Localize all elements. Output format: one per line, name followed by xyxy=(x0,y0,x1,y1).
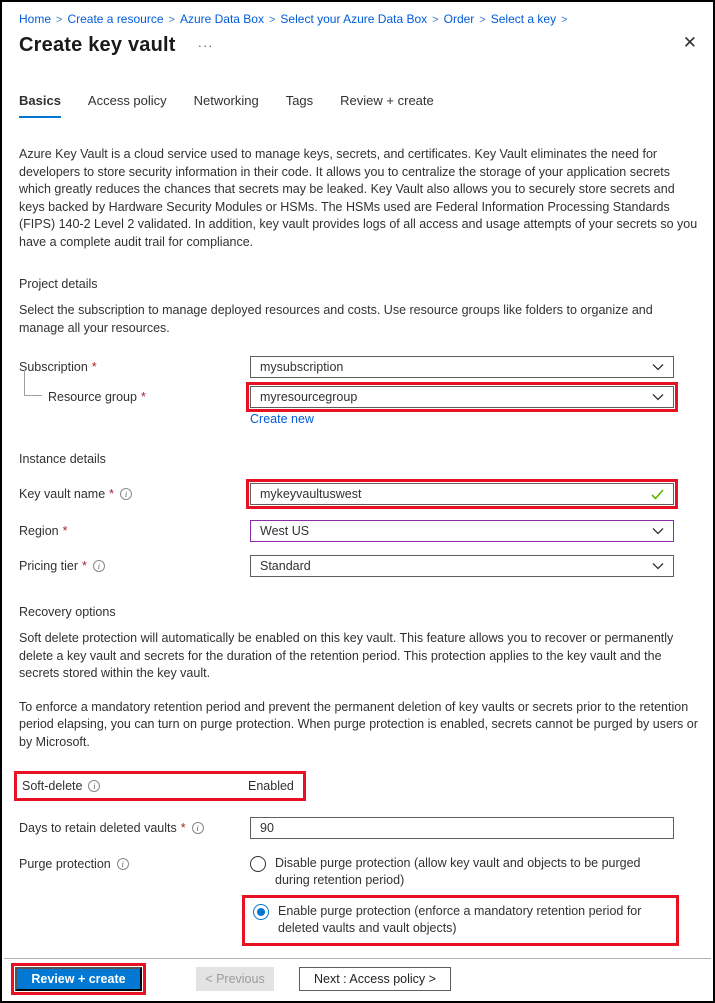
key-vault-name-highlight xyxy=(246,479,678,509)
required-asterisk: * xyxy=(140,390,146,404)
info-icon[interactable]: i xyxy=(93,560,105,572)
purge-protection-label: Purge protection xyxy=(19,857,111,871)
checkmark-icon xyxy=(651,489,664,500)
breadcrumb-order[interactable]: Order xyxy=(443,12,475,26)
tab-bar xyxy=(19,93,698,118)
pricing-tier-dropdown[interactable] xyxy=(250,555,674,577)
resource-group-label: Resource group xyxy=(48,390,137,404)
breadcrumb-select-your-azure-data-box[interactable]: Select your Azure Data Box xyxy=(280,12,428,26)
page-title: Create key vault xyxy=(19,34,176,56)
resource-group-dropdown[interactable] xyxy=(250,386,674,408)
key-vault-name-input[interactable] xyxy=(250,483,674,505)
subscription-value: mysubscription xyxy=(260,360,344,374)
resource-group-value: myresourcegroup xyxy=(260,390,358,404)
tab-access-policy[interactable]: Access policy xyxy=(87,93,167,108)
project-details-description: Select the subscription to manage deployed resources and costs. Use resource groups like folders to organize and manage all your resources. xyxy=(19,303,653,335)
radio-selected-icon[interactable] xyxy=(253,904,269,920)
soft-delete-label: Soft-delete xyxy=(22,779,83,793)
info-icon[interactable]: i xyxy=(192,822,204,834)
resource-group-highlight xyxy=(246,382,678,412)
previous-button[interactable]: < Previous xyxy=(196,967,274,991)
breadcrumb-create-a-resource[interactable]: Create a resource xyxy=(67,12,164,26)
indent-connector-line xyxy=(24,370,42,396)
radio-disable-label: Disable purge protection (allow key vault and objects to be purged during retention period) xyxy=(275,856,641,887)
required-asterisk: * xyxy=(82,559,87,573)
info-icon[interactable]: i xyxy=(88,780,100,792)
days-to-retain-label: Days to retain deleted vaults xyxy=(19,821,177,835)
breadcrumb-azure-data-box[interactable]: Azure Data Box xyxy=(179,12,264,26)
subscription-dropdown[interactable] xyxy=(250,356,674,378)
review-create-button[interactable]: Review + create xyxy=(15,967,142,991)
create-new-link[interactable]: Create new xyxy=(250,412,314,426)
soft-delete-value: Enabled xyxy=(248,779,294,793)
required-asterisk: * xyxy=(109,487,115,501)
radio-enable-label: Enable purge protection (enforce a mandatory retention period for deleted vaults and vault objects) xyxy=(278,904,642,935)
instance-details-heading: Instance details xyxy=(19,452,106,466)
radio-enable-purge-protection[interactable] xyxy=(253,903,670,937)
recovery-options-heading: Recovery options xyxy=(19,605,116,619)
breadcrumb xyxy=(19,12,698,26)
days-to-retain-input[interactable] xyxy=(250,817,674,839)
purge-protection-description: To enforce a mandatory retention period and prevent the permanent deletion of key vaults or secrets prior to the retention period elapsing, you can turn on purge protection. When purge protection is enabled, secrets cannot be purged by users or by Microsoft. xyxy=(19,699,698,749)
tab-review-create[interactable]: Review + create xyxy=(340,93,434,108)
radio-unselected-icon[interactable] xyxy=(250,856,266,872)
pricing-tier-label: Pricing tier xyxy=(19,559,79,573)
breadcrumb-separator: > xyxy=(479,14,486,26)
key-vault-name-label: Key vault name xyxy=(19,487,106,501)
tab-networking[interactable]: Networking xyxy=(193,93,259,108)
breadcrumb-separator: > xyxy=(432,14,439,26)
project-details-heading: Project details xyxy=(19,277,98,291)
radio-disable-purge-protection[interactable] xyxy=(250,855,674,889)
required-asterisk: * xyxy=(91,360,97,374)
chevron-down-icon xyxy=(652,393,664,401)
subscription-label: Subscription xyxy=(19,360,88,374)
intro-text: Azure Key Vault is a cloud service used to manage keys, secrets, and certificates. Key Vault eliminates the need for developers to store security information in their code. It allows you to centralize the storage of your application secrets which greatly reduces the chances that secrets may be leaked. Key Vault also allows you to securely store secrets and keys backed by Hardware Security Modules or HSMs. The HSMs used are Federal Information Processing Standards (FIPS) 140-2 Level 2 validated. In addition, key vault provides logs of all access and usage attempts of your secrets so you have a complete audit trail for compliance. xyxy=(19,147,698,249)
pricing-tier-value: Standard xyxy=(260,559,311,573)
info-icon[interactable]: i xyxy=(120,488,132,500)
enable-purge-highlight xyxy=(242,895,679,946)
region-value: West US xyxy=(260,524,310,538)
review-create-highlight xyxy=(11,963,146,995)
soft-delete-description: Soft delete protection will automatically be enabled on this key vault. This feature allows you to recover or permanently delete a key vault and secrets for the duration of the retention period. This protection applies to the key vault and the secrets stored within the key vault. xyxy=(19,631,674,680)
soft-delete-row xyxy=(14,771,306,801)
tab-basics[interactable]: Basics xyxy=(19,93,61,118)
region-dropdown[interactable] xyxy=(250,520,674,542)
footer-bar xyxy=(4,958,711,999)
next-access-policy-button[interactable]: Next : Access policy > xyxy=(299,967,451,991)
chevron-down-icon xyxy=(652,527,664,535)
tab-tags[interactable]: Tags xyxy=(285,93,314,108)
region-label: Region xyxy=(19,524,59,538)
info-icon[interactable]: i xyxy=(117,858,129,870)
breadcrumb-separator: > xyxy=(268,14,276,26)
breadcrumb-separator: > xyxy=(56,14,63,26)
breadcrumb-select-a-key[interactable]: Select a key xyxy=(490,12,557,26)
required-asterisk: * xyxy=(180,821,186,835)
more-options-icon[interactable]: ··· xyxy=(197,38,214,53)
chevron-down-icon xyxy=(652,363,664,371)
breadcrumb-separator: > xyxy=(561,14,568,26)
chevron-down-icon xyxy=(652,562,664,570)
breadcrumb-home[interactable]: Home xyxy=(19,12,52,26)
key-vault-name-value: mykeyvaultuswest xyxy=(260,487,362,501)
close-icon[interactable]: ✕ xyxy=(682,33,697,52)
required-asterisk: * xyxy=(62,524,68,538)
breadcrumb-separator: > xyxy=(168,14,175,26)
